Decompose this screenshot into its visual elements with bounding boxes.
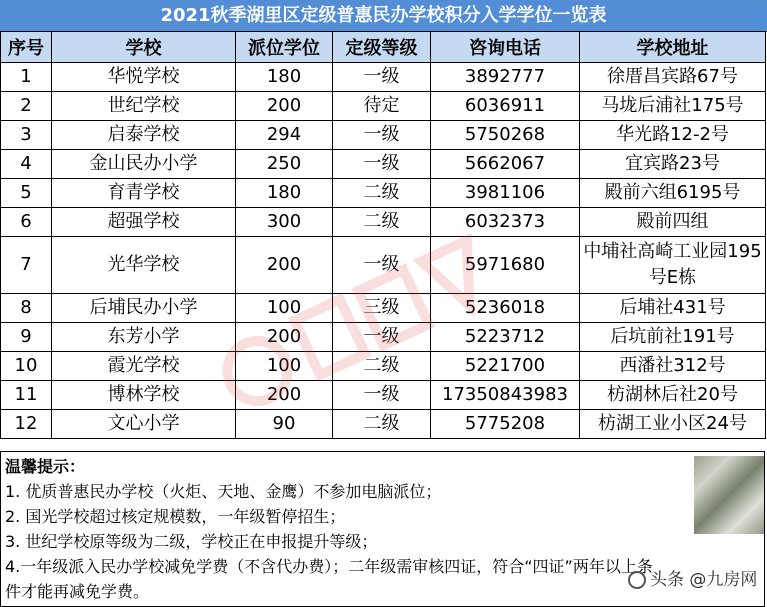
cell-school: 东芳小学 bbox=[52, 323, 236, 352]
cell-no: 6 bbox=[1, 208, 52, 237]
cell-no: 9 bbox=[1, 323, 52, 352]
cell-phone: 5750268 bbox=[431, 121, 580, 150]
table-row bbox=[1, 63, 766, 92]
note-item: 1. 优质普惠民办学校（火炬、天地、金鹰）不参加电脑派位； bbox=[5, 482, 442, 501]
table-row bbox=[1, 237, 766, 294]
header-cell: 学校 bbox=[52, 32, 236, 63]
cell-school: 霞光学校 bbox=[52, 352, 236, 381]
cell-seats: 200 bbox=[236, 381, 333, 410]
header-cell: 定级等级 bbox=[333, 32, 431, 63]
table-row bbox=[1, 208, 766, 237]
cell-seats: 100 bbox=[236, 294, 333, 323]
cell-seats: 180 bbox=[236, 63, 333, 92]
cell-grade: 二级 bbox=[333, 410, 431, 439]
cell-phone: 17350843983 bbox=[431, 381, 580, 410]
cell-no: 8 bbox=[1, 294, 52, 323]
cell-address: 后坑前社191号 bbox=[580, 323, 766, 352]
note-item: 3. 世纪学校原等级为二级，学校正在申报提升等级； bbox=[5, 532, 378, 551]
source-logo-icon bbox=[628, 571, 646, 589]
table-row bbox=[1, 352, 766, 381]
cell-school: 文心小学 bbox=[52, 410, 236, 439]
table-row bbox=[1, 92, 766, 121]
cell-no: 10 bbox=[1, 352, 52, 381]
cell-phone: 5223712 bbox=[431, 323, 580, 352]
cell-school: 启泰学校 bbox=[52, 121, 236, 150]
note-item: 件才能再减免学费。 bbox=[5, 582, 150, 601]
cell-address: 马垅后浦社175号 bbox=[580, 92, 766, 121]
notes-heading: 温馨提示： bbox=[5, 457, 86, 476]
cell-seats: 300 bbox=[236, 208, 333, 237]
table-row bbox=[1, 323, 766, 352]
cell-school: 金山民办小学 bbox=[52, 150, 236, 179]
cell-phone: 6032373 bbox=[431, 208, 580, 237]
cell-school: 华悦学校 bbox=[52, 63, 236, 92]
cell-phone: 3981106 bbox=[431, 179, 580, 208]
cell-address: 中埔社高崎工业园195号E栋 bbox=[580, 237, 766, 294]
cell-grade: 一级 bbox=[333, 323, 431, 352]
header-cell: 派位学位 bbox=[236, 32, 333, 63]
cell-school: 育青学校 bbox=[52, 179, 236, 208]
cell-grade: 二级 bbox=[333, 179, 431, 208]
table-row bbox=[1, 179, 766, 208]
cell-phone: 5775208 bbox=[431, 410, 580, 439]
cell-no: 3 bbox=[1, 121, 52, 150]
table-row bbox=[1, 121, 766, 150]
cell-seats: 90 bbox=[236, 410, 333, 439]
blurred-qr-image bbox=[694, 456, 764, 534]
cell-seats: 250 bbox=[236, 150, 333, 179]
cell-seats: 200 bbox=[236, 323, 333, 352]
header-cell: 学校地址 bbox=[580, 32, 766, 63]
table-row bbox=[1, 294, 766, 323]
cell-address: 后埔社431号 bbox=[580, 294, 766, 323]
cell-address: 枋湖工业小区24号 bbox=[580, 410, 766, 439]
cell-address: 殿前四组 bbox=[580, 208, 766, 237]
cell-phone: 5221700 bbox=[431, 352, 580, 381]
cell-address: 殿前六组6195号 bbox=[580, 179, 766, 208]
header-cell: 咨询电话 bbox=[431, 32, 580, 63]
cell-grade: 一级 bbox=[333, 150, 431, 179]
table-row bbox=[1, 410, 766, 439]
cell-address: 宜宾路23号 bbox=[580, 150, 766, 179]
cell-phone: 5662067 bbox=[431, 150, 580, 179]
cell-address: 徐厝昌宾路67号 bbox=[580, 63, 766, 92]
cell-no: 11 bbox=[1, 381, 52, 410]
cell-no: 12 bbox=[1, 410, 52, 439]
table-title: 2021秋季湖里区定级普惠民办学校积分入学学位一览表 bbox=[0, 0, 767, 32]
cell-grade: 二级 bbox=[333, 208, 431, 237]
cell-no: 4 bbox=[1, 150, 52, 179]
cell-no: 7 bbox=[1, 237, 52, 294]
cell-seats: 100 bbox=[236, 352, 333, 381]
cell-school: 后埔民办小学 bbox=[52, 294, 236, 323]
cell-no: 5 bbox=[1, 179, 52, 208]
cell-phone: 5236018 bbox=[431, 294, 580, 323]
cell-seats: 294 bbox=[236, 121, 333, 150]
cell-phone: 5971680 bbox=[431, 237, 580, 294]
table-row bbox=[1, 150, 766, 179]
note-item: 2. 国光学校超过核定规模数，一年级暂停招生； bbox=[5, 507, 346, 526]
cell-grade: 三级 bbox=[333, 294, 431, 323]
cell-seats: 180 bbox=[236, 179, 333, 208]
cell-address: 西潘社312号 bbox=[580, 352, 766, 381]
cell-grade: 二级 bbox=[333, 352, 431, 381]
cell-grade: 一级 bbox=[333, 381, 431, 410]
cell-seats: 200 bbox=[236, 237, 333, 294]
cell-school: 超强学校 bbox=[52, 208, 236, 237]
note-item: 4.一年级派入民办学校减免学费（不含代办费）；二年级需审核四证，符合“四证”两年以上条 bbox=[5, 557, 653, 576]
header-row bbox=[1, 32, 766, 63]
cell-seats: 200 bbox=[236, 92, 333, 121]
school-table bbox=[0, 31, 766, 439]
cell-grade: 一级 bbox=[333, 121, 431, 150]
cell-grade: 一级 bbox=[333, 237, 431, 294]
cell-address: 枋湖林后社20号 bbox=[580, 381, 766, 410]
cell-grade: 一级 bbox=[333, 63, 431, 92]
cell-school: 博林学校 bbox=[52, 381, 236, 410]
cell-grade: 待定 bbox=[333, 92, 431, 121]
source-tag-text: 头条 @九房网 bbox=[650, 570, 758, 590]
cell-school: 光华学校 bbox=[52, 237, 236, 294]
cell-no: 2 bbox=[1, 92, 52, 121]
cell-phone: 6036911 bbox=[431, 92, 580, 121]
cell-address: 华光路12-2号 bbox=[580, 121, 766, 150]
source-tag bbox=[628, 568, 758, 592]
cell-phone: 3892777 bbox=[431, 63, 580, 92]
cell-school: 世纪学校 bbox=[52, 92, 236, 121]
cell-no: 1 bbox=[1, 63, 52, 92]
table-row bbox=[1, 381, 766, 410]
header-cell: 序号 bbox=[1, 32, 52, 63]
